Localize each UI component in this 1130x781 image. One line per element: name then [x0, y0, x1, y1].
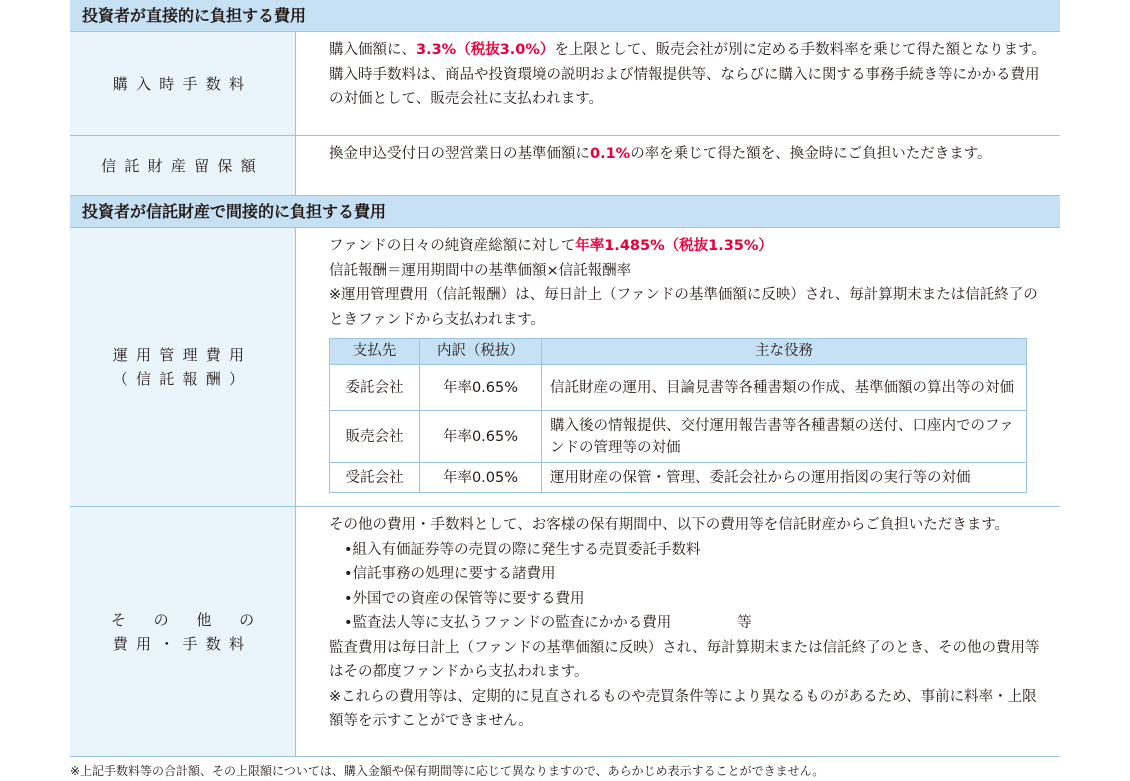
- rate-cell: 年率0.65%: [420, 365, 542, 411]
- retention-text: 換金申込受付日の翌営業日の基準価額に0.1%の率を乗じて得た額を、換金時にご負担いただきます。: [329, 146, 992, 162]
- list-item: •外国での資産の保管等に要する費用: [344, 590, 585, 607]
- management-fee-rate: 年率1.485%（税抜1.35%）: [575, 238, 773, 254]
- content-other-fees: [296, 507, 1060, 756]
- management-fee-text-1: ファンドの日々の純資産総額に対して年率1.485%（税抜1.35%）: [329, 238, 773, 254]
- col-header-payee: 支払先: [330, 339, 420, 365]
- table-row: [330, 411, 1027, 463]
- row-management-fee: [70, 228, 1060, 507]
- purchase-fee-rate: 3.3%（税抜3.0%）: [416, 42, 555, 58]
- label-management-fee: 運用管理費用 （信託報酬）: [70, 228, 296, 506]
- purchase-fee-text-2: 購入時手数料は、商品や投資環境の説明および情報提供等、ならびに購入に関する事務手続き等にかかる費用の対価として、販売会社に支払われます。: [329, 66, 1040, 107]
- payee-cell: 委託会社: [330, 365, 420, 411]
- label-other-fees: その他の 費用・手数料: [70, 507, 296, 756]
- role-cell: 購入後の情報提供、交付運用報告書等各種書類の送付、口座内でのファンドの管理等の対価: [542, 411, 1027, 463]
- etc-label: 等: [737, 615, 752, 631]
- management-fee-note: ※運用管理費用（信託報酬）は、毎日計上（ファンドの基準価額に反映）され、毎計算期末または信託終了のときファンドから支払われます。: [329, 287, 1038, 328]
- row-retention: [70, 136, 1060, 196]
- content-retention: [296, 136, 1060, 195]
- footnote: ※上記手数料等の合計額、その上限額については、購入金額や保有期間等に応じて異なりますので、あらかじめ表示することができません。: [70, 764, 825, 778]
- col-header-rate: 内訳（税抜）: [420, 339, 542, 365]
- rate-cell: 年率0.65%: [420, 411, 542, 463]
- payee-cell: 受託会社: [330, 463, 420, 493]
- row-purchase-fee: [70, 32, 1060, 136]
- payee-cell: 販売会社: [330, 411, 420, 463]
- table-row: [330, 463, 1027, 493]
- label-retention: 信託財産留保額: [70, 136, 296, 195]
- other-fees-audit: 監査費用は毎日計上（ファンドの基準価額に反映）され、毎計算期末または信託終了のとき、その他の費用等はその都度ファンドから支払われます。: [329, 639, 1040, 680]
- table-row: [330, 365, 1027, 411]
- content-management-fee: [296, 228, 1060, 506]
- section-header-direct: 投資者が直接的に負担する費用: [70, 0, 1060, 32]
- purchase-fee-text-1: 購入価額に、3.3%（税抜3.0%）を上限として、販売会社が別に定める手数料率を乗じて得た額となります。: [329, 42, 1046, 58]
- fee-breakdown-table: [329, 338, 1027, 493]
- label-purchase-fee: 購入時手数料: [70, 32, 296, 135]
- col-header-role: 主な役務: [542, 339, 1027, 365]
- fee-table: [70, 0, 1060, 757]
- row-other-fees: [70, 507, 1060, 757]
- list-item: •組入有価証券等の売買の際に発生する売買委託手数料: [344, 541, 701, 558]
- list-item: •監査法人等に支払うファンドの監査にかかる費用 等: [344, 615, 752, 631]
- retention-rate: 0.1%: [590, 146, 631, 162]
- rate-cell: 年率0.05%: [420, 463, 542, 493]
- section-header-indirect: 投資者が信託財産で間接的に負担する費用: [70, 196, 1060, 228]
- management-fee-formula: 信託報酬＝運用期間中の基準価額×信託報酬率: [329, 262, 632, 279]
- other-fees-note: ※これらの費用等は、定期的に見直されるものや売買条件等により異なるものがあるため、事前に料率・上限額等を示すことができません。: [329, 688, 1037, 729]
- role-cell: 信託財産の運用、目論見書等各種書類の作成、基準価額の算出等の対価: [542, 365, 1027, 411]
- content-purchase-fee: [296, 32, 1060, 135]
- other-fees-intro: その他の費用・手数料として、お客様の保有期間中、以下の費用等を信託財産からご負担いただきます。: [329, 517, 1010, 533]
- role-cell: 運用財産の保管・管理、委託会社からの運用指図の実行等の対価: [542, 463, 1027, 493]
- list-item: •信託事務の処理に要する諸費用: [344, 566, 556, 582]
